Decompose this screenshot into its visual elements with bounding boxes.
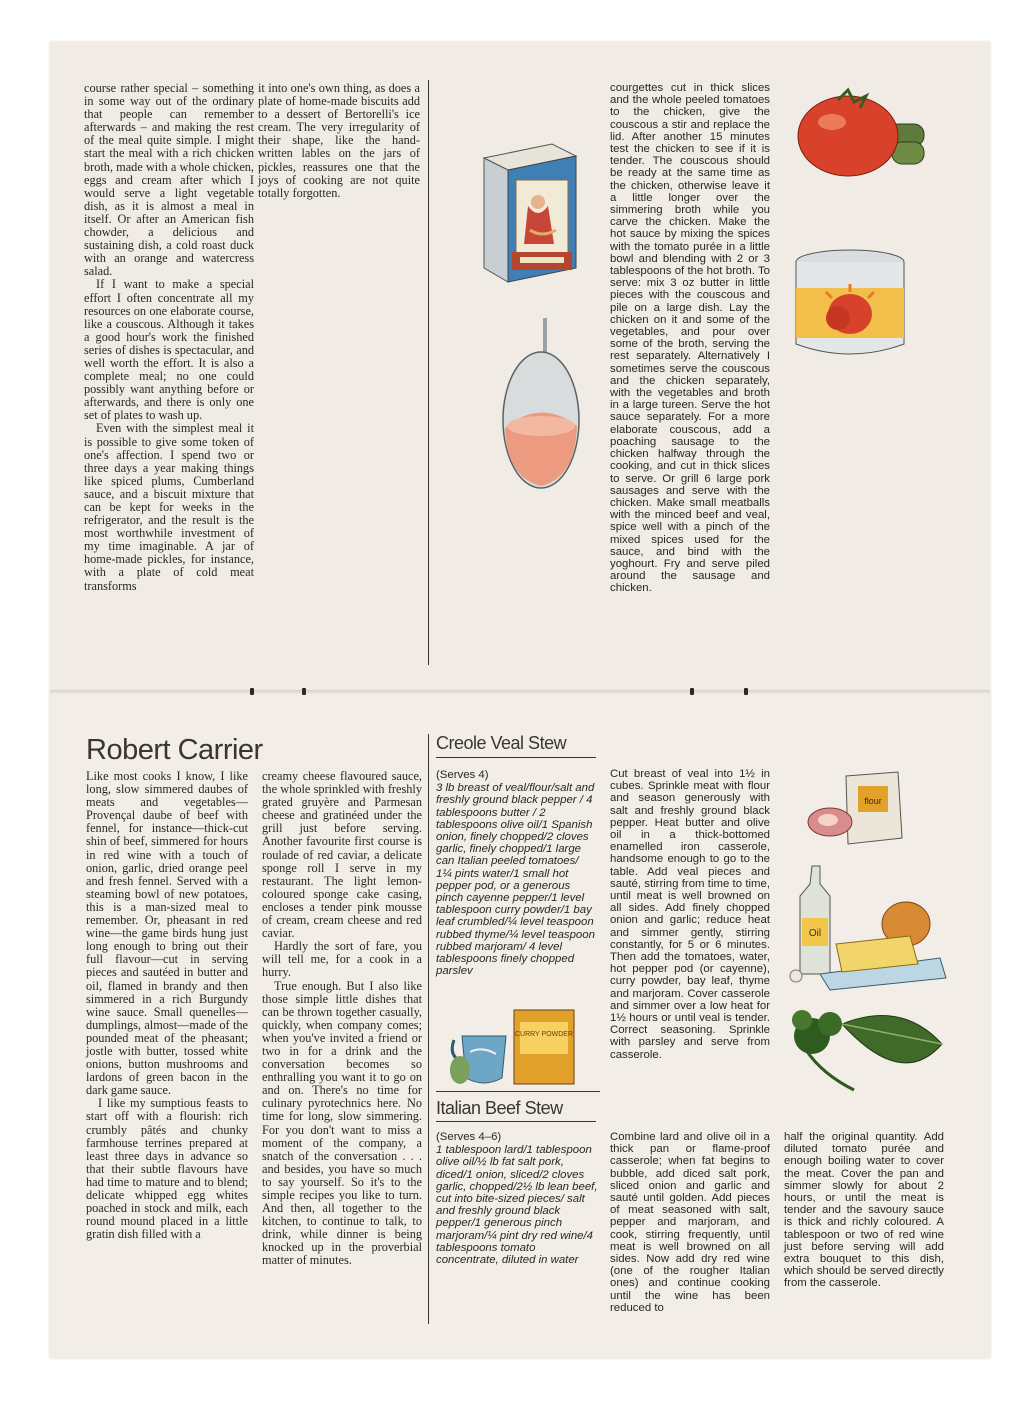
title-underline	[436, 757, 596, 758]
paragraph: If I want to make a special effort I often concentrate all my resources on one elaborate course, like a couscous. Although it takes a good hour's work the finished series of dishes is spectacular, and well worth the effort. It is also a complete meal; no one could possibly want anything before or afterwards, and there is only one set of plates to wash up.	[84, 277, 254, 423]
paragraph: creamy cheese flavoured sauce, the whole sprinkled with freshly grated gruyère and Parmesan cheese and gratinéed under the grill just before serving. Another favourite first course is roulade of red caviar, a delicate sponge roll I serve in my restaurant. The light lemon-coloured sponge cake casing, encloses a tender pink mousse of cream, cream cheese and red caviar.	[262, 769, 422, 941]
paragraph: Hardly the sort of fare, you will tell me, for a cook in a hurry.	[262, 939, 422, 980]
curry-label: CURRY POWDER	[514, 1031, 574, 1038]
serves-count: (Serves 4–6)	[436, 1131, 502, 1143]
canned-tomatoes-illustration	[792, 248, 912, 363]
top-column-3	[610, 82, 770, 595]
paragraph: True enough. But I also like those simple little dishes that can be thrown together casually, quickly, when company comes; when you've invited a friend or two in for a drink and the conversation becomes so enthralling you want it to go on and on. There's no time for culinary pyrotechnics here. No time for long, slow simmering. For you don't want to miss a moment of the company, a snatch of the conversation . . . and besides, you have so much to say yourself. So it's to the simple recipes you like to turn. And then, all together to the kitchen, to continue to talk, to drink, while dinner is being knocked up in the proverbial matter of minutes.	[262, 978, 422, 1268]
serves-count: (Serves 4)	[436, 769, 489, 781]
creole-ingredients	[436, 769, 596, 977]
italian-method-2	[784, 1131, 944, 1290]
staple	[744, 688, 748, 695]
recipe-method: Cut breast of veal into 1½ in cubes. Sprinkle meat with flour and season generously with salt and freshly ground black pepper. Heat butter and olive oil in a thick-bottomed enamelled iron casserole, handsome enough to go to the table. Add veal pieces and sauté, stirring from time to time, until meat is well browned on all sides. Add finely chopped onion and garlic; reduce heat and simmer gently, stirring constantly, for 5 or 6 minutes. Then add the tomatoes, water, hot pepper pod (or cayenne), curry powder, bay leaf, thyme and marjoram. Cover casserole and simmer over a low heat for 1½ hours or until veal is tender. Correct seasoning. Sprinkle with parsley and serve from casserole.	[610, 768, 770, 1061]
top-column-2	[258, 82, 420, 200]
center-fold	[50, 690, 990, 694]
top-column-1	[84, 82, 254, 593]
recipe-title-italian: Italian Beef Stew	[436, 1098, 563, 1118]
bottom-column-1	[86, 770, 248, 1241]
creole-method	[610, 768, 770, 1061]
paragraph: I like my sumptious feasts to start off with a flourish: rich crumbly pâtés and chunky farmhouse terrines prepared at least three days in advance so that their subtle flavours have had time to mature and to blend; delicate whipped egg whites poached in stock and milk, each round mound placed in a little gratin dish filled with a	[86, 1096, 248, 1242]
paragraph: course rather special – something in some way out of the ordinary that people can remember afterwards – and making the rest of the meal quite simple. I might start the meal with a rich chicken broth, made with a whole chicken, eggs and cream after which I would serve a light vegetable dish, as it is almost a meal in itself. Or after an American fish chowder, a delicious and sustaining dish, a cold roast duck with an orange and watercress salad.	[84, 81, 254, 279]
couscous-box-illustration	[472, 140, 592, 290]
paragraph: Even with the simplest meal it is possible to give some token of one's affection. I spend two or three days a year making things like spiced plums, Cumberland sauce, and a biscuit mixture that can be kept for weeks in the refrigerator, and the result is the most worthwhile investment of my time imaginable. A jar of home-made pickles, for instance, with a plate of cold meat transforms	[84, 421, 254, 593]
column-divider	[428, 734, 429, 1324]
ingredient-list: 1 tablespoon lard/1 tablespoon olive oil/½ lb fat salt pork, diced/1 onion, sliced/2 cloves garlic, chopped/2½ lb lean beef, cut into bite-sized pieces/ salt and freshly ground black pepper/1 generous pinch marjoram/¼ pint dry red wine/4 tablespoons tomato concentrate, diluted in water	[436, 1144, 598, 1267]
herbs-illustration	[782, 1004, 952, 1099]
italian-method-1	[610, 1131, 770, 1314]
flour-bag-and-veal-illustration	[806, 768, 906, 848]
oil-label: Oil	[808, 928, 822, 939]
oil-butter-onion-illustration	[790, 866, 950, 996]
staple	[690, 688, 694, 695]
author-heading: Robert Carrier	[86, 734, 263, 766]
paragraph: it into one's own thing, as does a plate of home-made biscuits add to a dessert of Bertorelli's ice cream. The very irregularity of their shape, like the hand-written lables on the jars of pickles, reassures one that the joys of cooking are not quite totally forgotten.	[258, 81, 420, 200]
section-divider	[436, 1091, 600, 1092]
staple	[302, 688, 306, 695]
title-underline	[436, 1121, 596, 1122]
ingredient-list: 3 lb breast of veal/flour/salt and freshly ground black pepper / 4 tablespoons butter / 2 tablespoons olive oil/1 Spanish onion, finely chopped/2 cloves garlic, finely chopped/1 large can Italian peeled tomatoes/ 1¼ pints water/1 small hot pepper pod, or a generous pinch cayenne pepper/1 level tablespoon curry powder/1 bay leaf crumbled/¼ level teaspoon rubbed thyme/¼ level teaspoon rubbed marjoram/ 4 level tablespoons finely chopped parslev	[436, 782, 595, 978]
paragraph: Like most cooks I know, I like long, slow simmered daubes of meats and vegetables—Provençal daube of beef with fennel, for instance—thick-cut shin of beef, simmered for hours in red wine with a touch of onion, garlic, dried orange peel and fresh fennel. Served with a steaming bowl of new potatoes, this is a man-sized meal to remember. Or, pheasant in red wine—the game birds hung just long enough to bring out their full flavour—cut in serving pieces and sautéed in butter and oil, flamed in brandy and then simmered in a rich Burgundy wine sauce. Small quenelles—dumplings, almost—made of the pounded meat of the pheasant; jostle with butter, tossed white onions, button mushrooms and lardons of green bacon in the dark game sauce.	[86, 769, 248, 1098]
recipe-title-creole: Creole Veal Stew	[436, 733, 567, 753]
spoon-illustration	[495, 318, 595, 498]
jug-and-curry-tin-illustration	[446, 1000, 596, 1085]
recipe-method: half the original quantity. Add diluted tomato purée and enough boiling water to cover the meat. Cover the pan and simmer slowly for about 2 hours, or until the meat is tender and the savoury sauce is thick and richly coloured. A tablespoon or two of red wine just before serving will add extra bouquet to this dish, which should be served directly from the casserole.	[784, 1131, 944, 1290]
staple	[250, 688, 254, 695]
column-divider	[428, 80, 429, 665]
paragraph: courgettes cut in thick slices and the whole peeled tomatoes to the chicken, give the couscous a stir and replace the lid. After another 15 minutes test the chicken to see if it is tender. The couscous should be ready at the same time as the chicken, otherwise leave it a little longer over the simmering broth while you carve the chicken. Make the hot sauce by mixing the spices with the tomato purée in a little bowl and blending with 2 or 3 tablespoons of the hot broth. To serve: mix 3 oz butter in little pieces with the couscous and pile on a large dish. Lay the chicken on it and some of the vegetables, and pour over some of the broth, serving the rest separately. Alternatively I sometimes serve the couscous and the chicken separately, with the vegetables and broth in a large tureen. Serve the hot sauce separately. For a more elaborate couscous, add a poaching sausage to the chicken halfway through the cooking, and cut in thick slices to serve. Or grill 6 large pork sausages and serve with the chicken. Make small meatballs with the minced beef and veal, spice well with a pinch of the mixed spices used for the sauce, and bind with the yoghourt. Fry and serve piled around the sausage and chicken.	[610, 82, 770, 595]
recipe-method: Combine lard and olive oil in a thick pan or flame-proof casserole; when fat begins to bubble, add diced salt pork, sliced onion and garlic and sauté until golden. Add pieces of meat seasoned with salt, pepper and marjoram, and cook, stirring frequently, until meat is well browned on all sides. Now add dry red wine (one of the rougher Italian ones) and continue cooking until the wine has been reduced to	[610, 1131, 770, 1314]
italian-ingredients	[436, 1131, 598, 1266]
flour-label: flour	[864, 796, 882, 806]
tomato-cucumber-illustration	[790, 84, 930, 184]
bottom-column-2	[262, 770, 422, 1268]
